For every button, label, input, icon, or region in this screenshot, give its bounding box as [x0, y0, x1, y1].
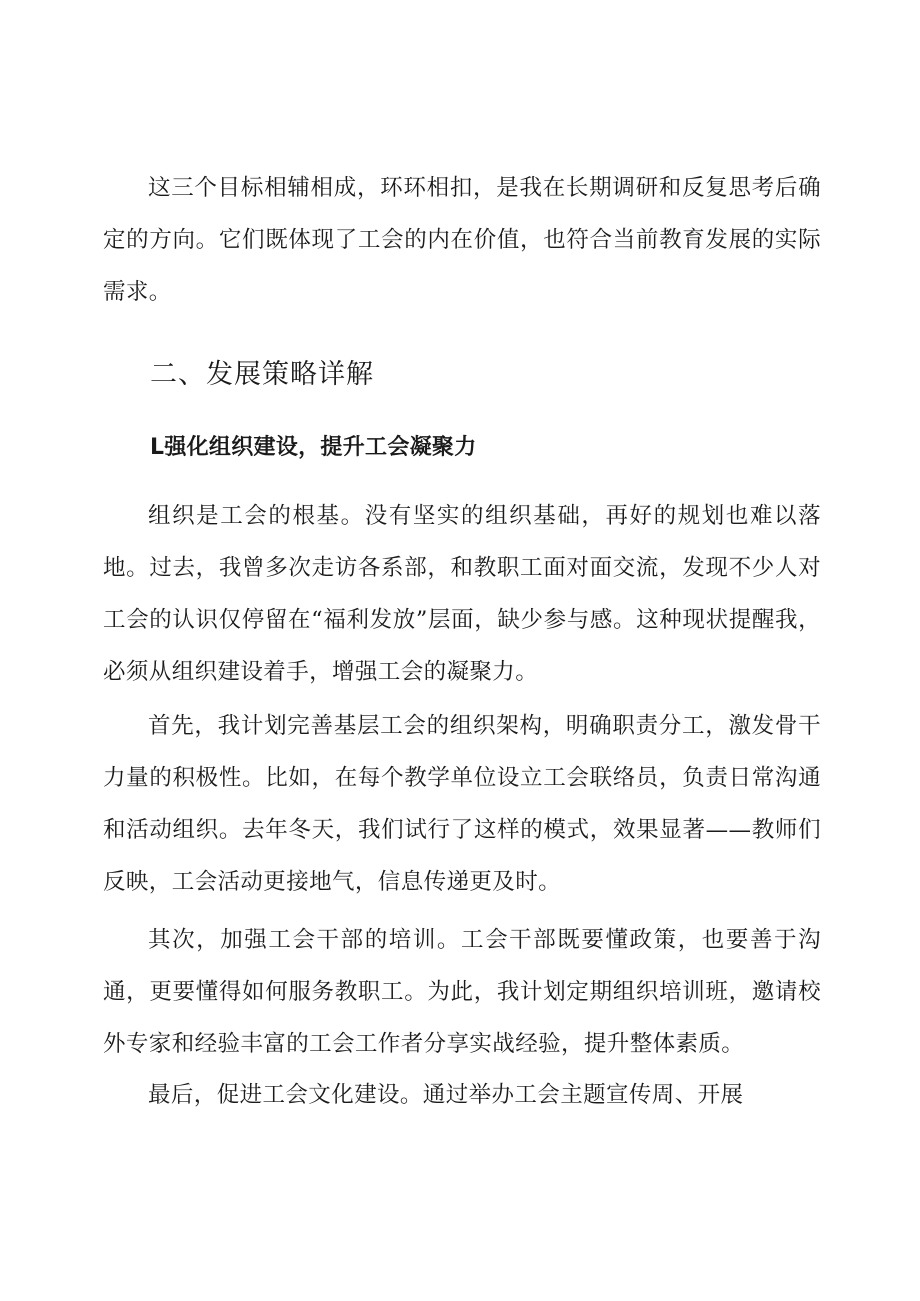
intro-paragraph: 这三个目标相辅相成，环环相扣，是我在长期调研和反复思考后确定的方向。它们既体现了工会的内在价值，也符合当前教育发展的实际需求。 [103, 175, 821, 305]
subsection-heading: L强化组织建设，提升工会凝聚力 [150, 435, 477, 460]
section-heading: 二、发展策略详解 [150, 359, 374, 390]
body-paragraph-first: 首先，我计划完善基层工会的组织架构，明确职责分工，激发骨干力量的积极性。比如，在每个教学单位设立工会联络员，负责日常沟通和活动组织。去年冬天，我们试行了这样的模式，效果显著——教师们反映，工会活动更接地气，信息传递更及时。 [103, 713, 821, 895]
body-paragraph-last: 最后，促进工会文化建设。通过举办工会主题宣传周、开展 [148, 1082, 744, 1108]
body-paragraph-organization: 组织是工会的根基。没有坚实的组织基础，再好的规划也难以落地。过去，我曾多次走访各系部，和教职工面对面交流，发现不少人对工会的认识仅停留在“福利发放”层面，缺少参与感。这种现状提醒我，必须从组织建设着手，增强工会的凝聚力。 [103, 503, 821, 685]
body-paragraph-second: 其次，加强工会干部的培训。工会干部既要懂政策，也要善于沟通，更要懂得如何服务教职工。为此，我计划定期组织培训班，邀请校外专家和经验丰富的工会工作者分享实战经验，提升整体素质。 [103, 927, 821, 1057]
